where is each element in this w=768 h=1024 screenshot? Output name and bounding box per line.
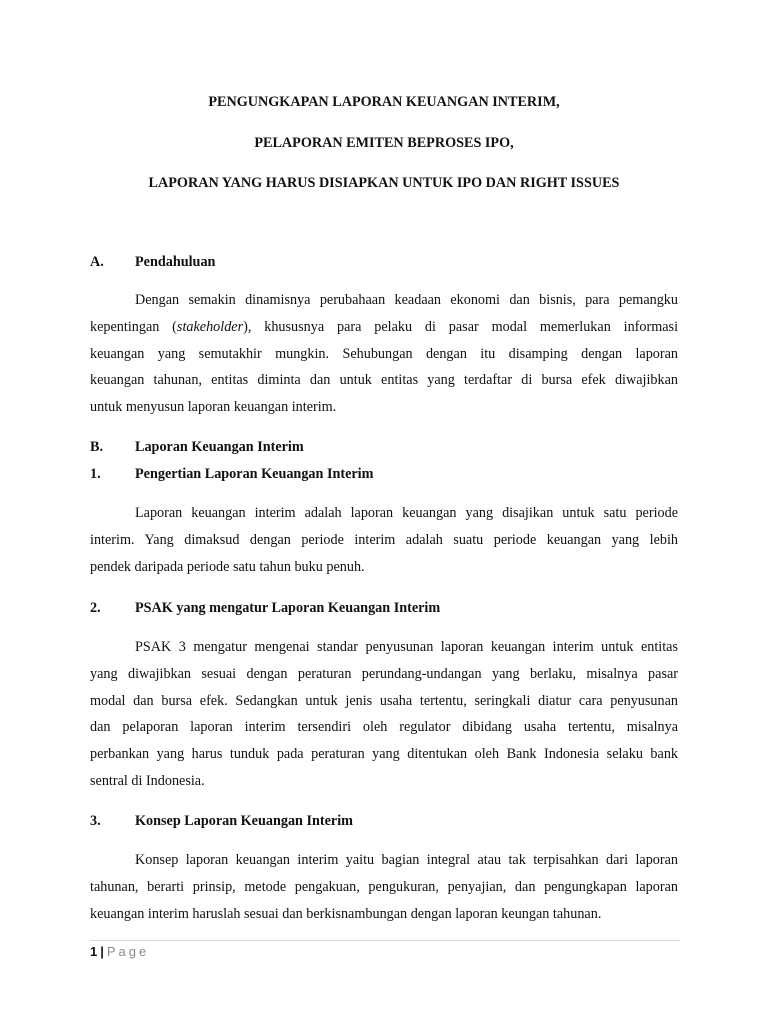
paragraph-line: keuangan yang semutakhir mungkin. Sehubungan dengan itu disamping dengan laporan (90, 345, 678, 362)
subsection-1-paragraph (90, 500, 678, 580)
section-a-title: Pendahuluan (135, 254, 216, 270)
section-a-paragraph (90, 287, 678, 421)
paragraph-line: untuk menyusun laporan keuangan interim. (90, 399, 337, 416)
footer-divider (90, 940, 680, 941)
section-b-title: Laporan Keuangan Interim (135, 439, 304, 455)
paragraph-line: pendek daripada periode satu tahun buku penuh. (90, 558, 365, 575)
paragraph-line: Konsep laporan keuangan interim yaitu bagian integral atau tak terpisahkan dari laporan (135, 852, 678, 868)
paragraph-line: tahunan, berarti prinsip, metode pengakuan, pengukuran, penyajian, dan pengungkapan laporan (90, 878, 678, 895)
section-a-number: A. (90, 254, 104, 270)
section-b-number: B. (90, 439, 104, 455)
paragraph-line: interim. Yang dimaksud dengan periode interim adalah suatu periode keuangan yang lebih (90, 531, 678, 548)
paragraph-line: Laporan keuangan interim adalah laporan keuangan yang disajikan untuk satu periode (135, 505, 678, 521)
document-title-line-3: LAPORAN YANG HARUS DISIAPKAN UNTUK IPO DAN RIGHT ISSUES (148, 175, 620, 191)
page-number: 1 (90, 944, 98, 959)
subsection-3-title: Konsep Laporan Keuangan Interim (135, 813, 353, 829)
document-title-line-1: PENGUNGKAPAN LAPORAN KEUANGAN INTERIM, (208, 94, 560, 110)
paragraph-line: keuangan tahunan, entitas diminta dan untuk entitas yang terdaftar di bursa efek diwajibkan (90, 372, 678, 389)
stakeholder-italic: stakeholder (176, 318, 244, 335)
paragraph-line: keuangan interim haruslah sesuai dan berkisnambungan dengan laporan keungan tahunan. (90, 905, 602, 922)
paragraph-line: modal dan bursa efek. Sedangkan untuk jenis usaha tertentu, seringkali diatur cara penyusunan (90, 692, 678, 709)
subsection-3-paragraph (90, 847, 678, 927)
footer-separator: | (100, 944, 104, 959)
document-title-line-2: PELAPORAN EMITEN BEPROSES IPO, (254, 135, 514, 151)
paragraph-line: sentral di Indonesia. (90, 772, 205, 789)
subsection-2-paragraph (90, 634, 678, 795)
subsection-1-title: Pengertian Laporan Keuangan Interim (135, 466, 374, 482)
paragraph-line: PSAK 3 mengatur mengenai standar penyusunan laporan keuangan interim untuk entitas (135, 639, 678, 655)
paragraph-line: kepentingan (stakeholder), khususnya para pelaku di pasar modal memerlukan informasi (90, 318, 679, 335)
page-label: Page (106, 944, 150, 959)
page-footer (90, 944, 149, 960)
paragraph-line: Dengan semakin dinamisnya perubahaan keadaan ekonomi dan bisnis, para pemangku (135, 292, 678, 308)
subsection-1-number: 1. (90, 466, 101, 482)
paragraph-line: perbankan yang harus tunduk pada peraturan yang ditentukan oleh Bank Indonesia selaku bank (90, 746, 678, 763)
paragraph-line: dan pelaporan laporan interim tersendiri oleh regulator dibidang usaha tertentu, misalnya (90, 719, 678, 736)
subsection-2-number: 2. (90, 600, 101, 616)
subsection-3-number: 3. (90, 813, 101, 829)
subsection-2-title: PSAK yang mengatur Laporan Keuangan Interim (135, 600, 441, 616)
paragraph-line: yang diwajibkan sesuai dengan peraturan perundang-undangan yang berlaku, misalnya pasar (90, 665, 678, 682)
